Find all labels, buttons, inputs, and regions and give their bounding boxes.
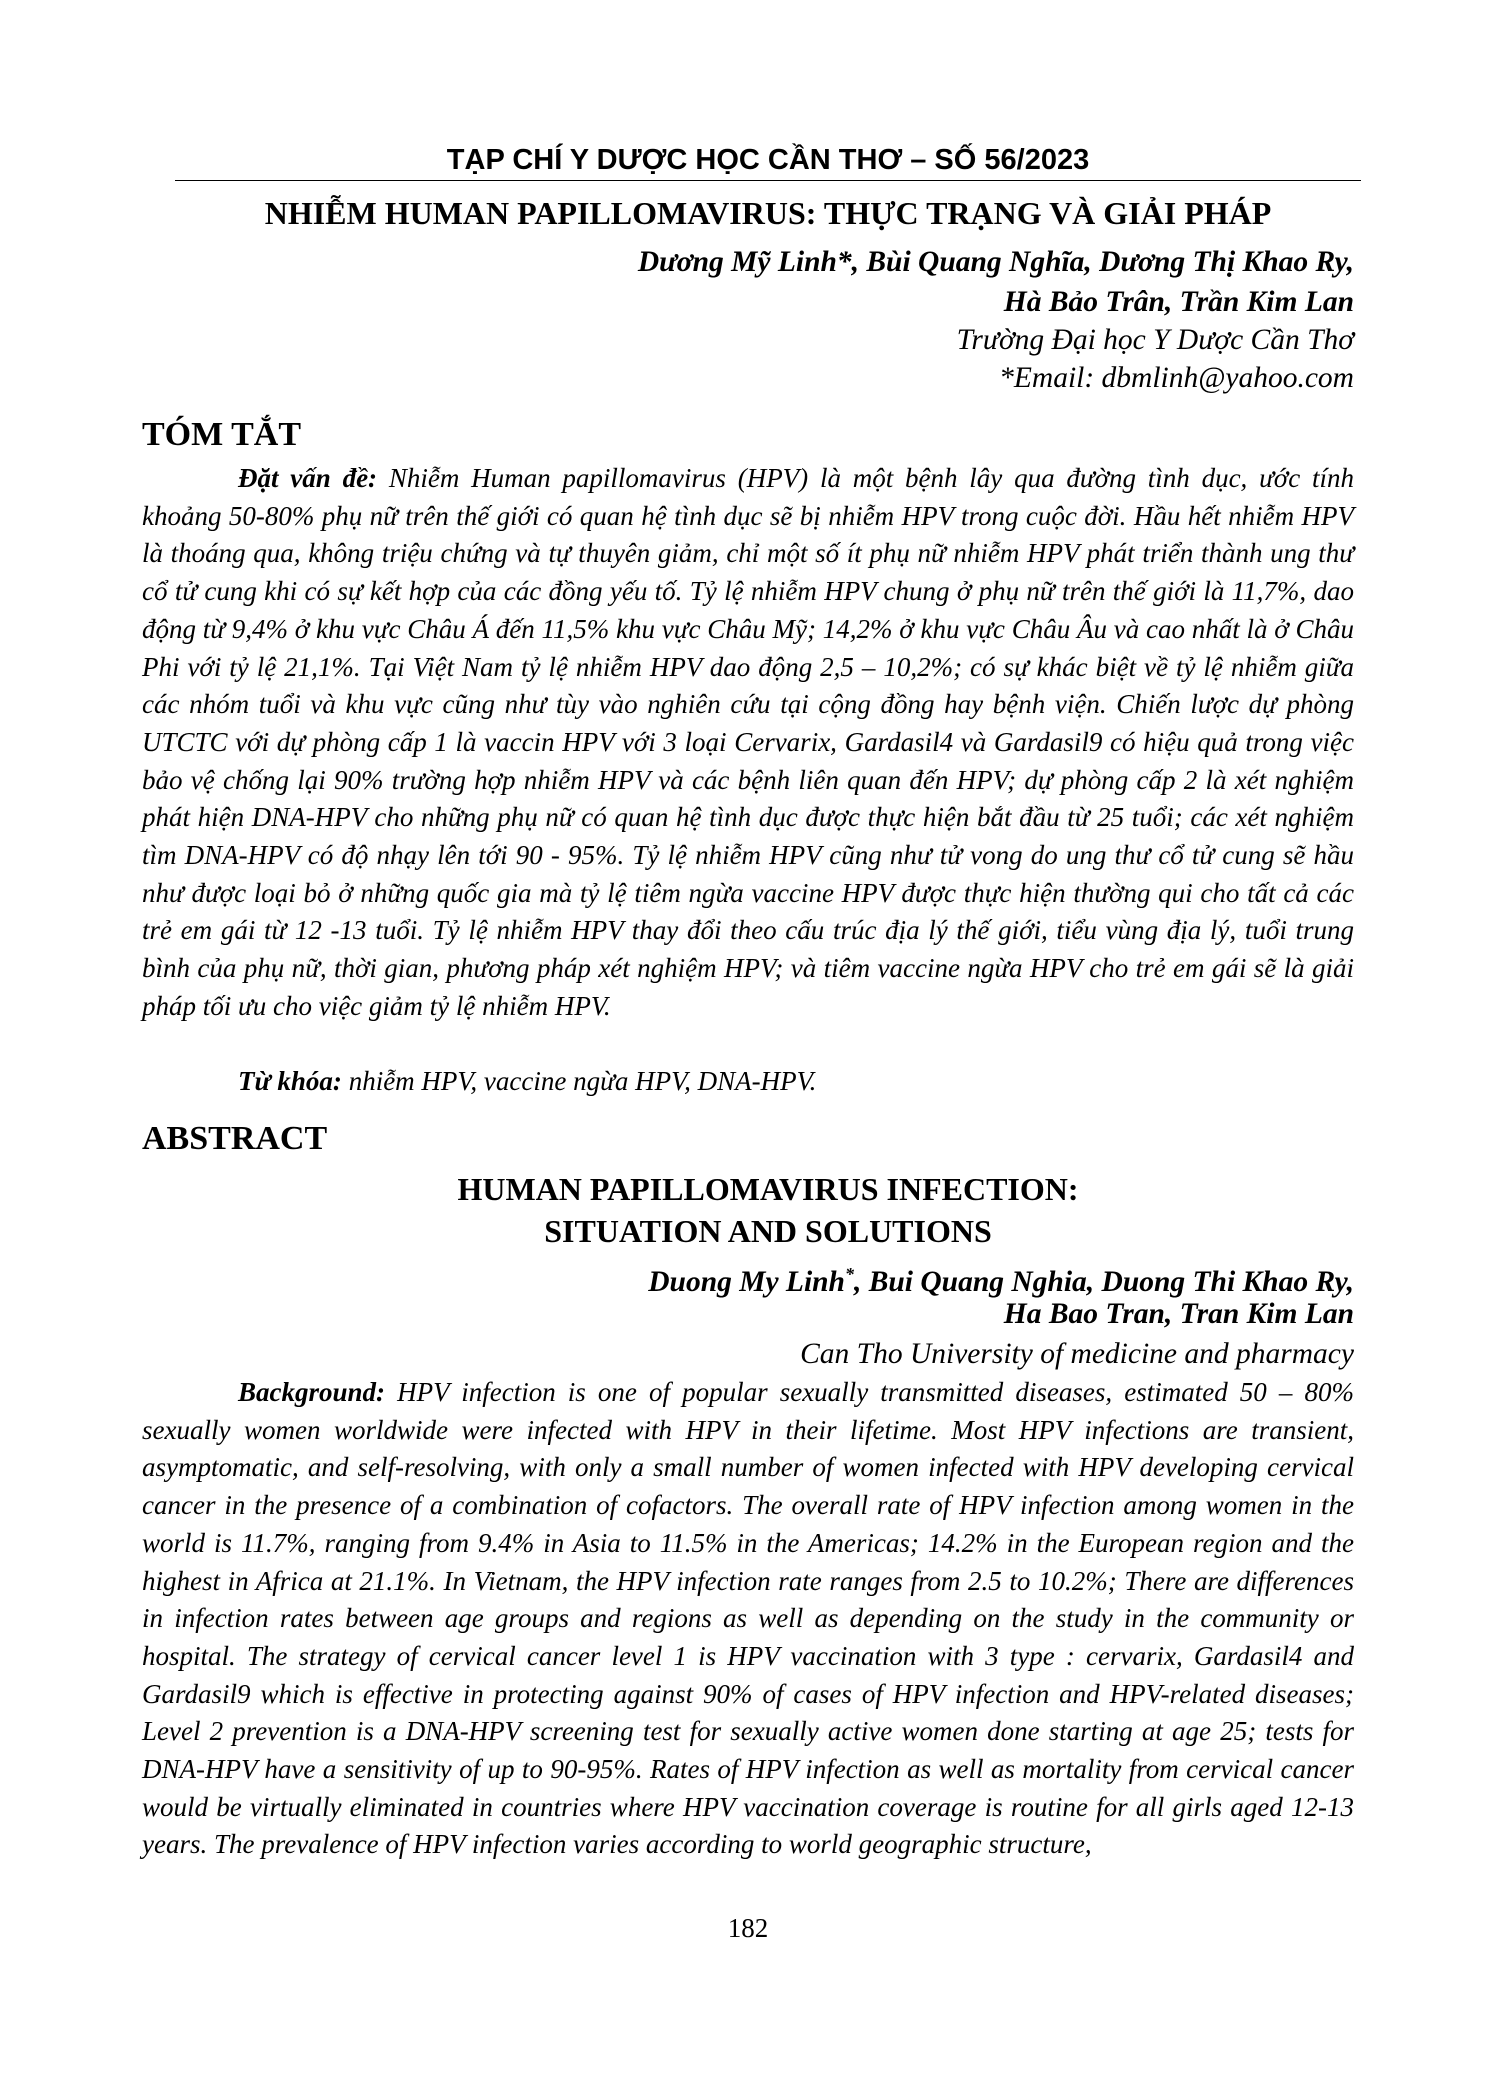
en-title <box>150 1168 1386 1252</box>
vi-background-label: Đặt vấn đề: <box>238 463 378 493</box>
en-first-author: Duong My Linh <box>648 1265 845 1298</box>
vi-title: NHIỄM HUMAN PAPILLOMAVIRUS: THỰC TRẠNG VÀ GIẢI PHÁP <box>264 195 1272 231</box>
en-title-line-2: SITUATION AND SOLUTIONS <box>544 1213 992 1249</box>
header-rule <box>175 180 1361 181</box>
vi-keywords-label: Từ khóa: <box>238 1066 342 1096</box>
tom-tat-heading: TÓM TẮT <box>142 416 302 453</box>
vi-abstract-paragraph <box>142 460 1354 1026</box>
vi-authors-line-2: Hà Bảo Trân, Trần Kim Lan <box>1003 286 1354 318</box>
vi-affiliation: Trường Đại học Y Dược Cần Thơ <box>956 324 1354 356</box>
abstract-heading: ABSTRACT <box>142 1120 328 1157</box>
en-affiliation: Can Tho University of medicine and pharmacy <box>800 1338 1354 1370</box>
vi-authors-line-1: Dương Mỹ Linh*, Bùi Quang Nghĩa, Dương Thị Khao Ry, <box>637 246 1354 278</box>
en-background-text: HPV infection is one of popular sexually transmitted diseases, estimated 50 – 80% sexually women worldwide were infected with HPV in their lifetime. Most HPV infections are transient, asymptomatic, and self-resolving, with only a small number of women infected with HPV developing cervical cancer in the presence of a combination of cofactors. The overall rate of HPV infection among women in the world is 11.7%, ranging from 9.4% in Asia to 11.5% in the Americas; 14.2% in the European region and the highest in Africa at 21.1%. In Vietnam, the HPV infection rate ranges from 2.5 to 10.2%; There are differences in infection rates between age groups and regions as well as depending on the study in the community or hospital. The strategy of cervical cancer level 1 is HPV vaccination with 3 type : cervarix, Gardasil4 and Gardasil9 which is effective in protecting against 90% of cases of HPV infection and HPV-related diseases; Level 2 prevention is a DNA-HPV screening test for sexually active women done starting at age 25; tests for DNA-HPV have a sensitivity of up to 90-95%. Rates of HPV infection as well as mortality from cervical cancer would be virtually eliminated in countries where HPV vaccination coverage is routine for all girls aged 12-13 years. The prevalence of HPV infection varies according to world geographic structure, <box>142 1377 1354 1860</box>
vi-keywords-text: nhiễm HPV, vaccine ngừa HPV, DNA-HPV. <box>341 1066 817 1096</box>
journal-header: TẠP CHÍ Y DƯỢC HỌC CẦN THƠ – SỐ 56/2023 <box>446 144 1090 176</box>
en-co-authors: , Bui Quang Nghia, Duong Thi Khao Ry, <box>853 1265 1354 1298</box>
en-abstract-paragraph <box>142 1374 1354 1864</box>
corresponding-marker: * <box>844 1264 854 1284</box>
corresponding-email: *Email: dbmlinh@yahoo.com <box>999 362 1354 394</box>
en-title-line-1: HUMAN PAPILLOMAVIRUS INFECTION: <box>457 1171 1079 1207</box>
page-number: 182 <box>727 1913 769 1943</box>
vi-keywords <box>142 1063 1354 1101</box>
en-background-label: Background: <box>238 1377 386 1407</box>
vi-background-text: Nhiễm Human papillomavirus (HPV) là một bệnh lây qua đường tình dục, ước tính khoảng 50-80% phụ nữ trên thế giới có quan hệ tình dục sẽ bị nhiễm HPV trong cuộc đời. Hầu hết nhiễm HPV là thoáng qua, không triệu chứng và tự thuyên giảm, chỉ một số ít phụ nữ nhiễm HPV phát triển thành ung thư cổ tử cung khi có sự kết hợp của các đồng yếu tố. Tỷ lệ nhiễm HPV chung ở phụ nữ trên thế giới là 11,7%, dao động từ 9,4% ở khu vực Châu Á đến 11,5% khu vực Châu Mỹ; 14,2% ở khu vực Châu Âu và cao nhất là ở Châu Phi với tỷ lệ 21,1%. Tại Việt Nam tỷ lệ nhiễm HPV dao động 2,5 – 10,2%; có sự khác biệt về tỷ lệ nhiễm giữa các nhóm tuổi và khu vực cũng như tùy vào nghiên cứu tại cộng đồng hay bệnh viện. Chiến lược dự phòng UTCTC với dự phòng cấp 1 là vaccin HPV với 3 loại Cervarix, Gardasil4 và Gardasil9 có hiệu quả trong việc bảo vệ chống lại 90% trường hợp nhiễm HPV và các bệnh liên quan đến HPV; dự phòng cấp 2 là xét nghiệm phát hiện DNA-HPV cho những phụ nữ có quan hệ tình dục được thực hiện bắt đầu từ 25 tuổi; các xét nghiệm tìm DNA-HPV có độ nhạy lên tới 90 - 95%. Tỷ lệ nhiễm HPV cũng như tử vong do ung thư cổ tử cung sẽ hầu như được loại bỏ ở những quốc gia mà tỷ lệ tiêm ngừa vaccine HPV được thực hiện thường qui cho tất cả các trẻ em gái từ 12 -13 tuổi. Tỷ lệ nhiễm HPV thay đổi theo cấu trúc địa lý thế giới, tiểu vùng địa lý, tuổi trung bình của phụ nữ, thời gian, phương pháp xét nghiệm HPV; và tiêm vaccine ngừa HPV cho trẻ em gái sẽ là giải pháp tối ưu cho việc giảm tỷ lệ nhiễm HPV. <box>142 463 1354 1021</box>
en-authors-line-2: Ha Bao Tran, Tran Kim Lan <box>1003 1298 1354 1330</box>
